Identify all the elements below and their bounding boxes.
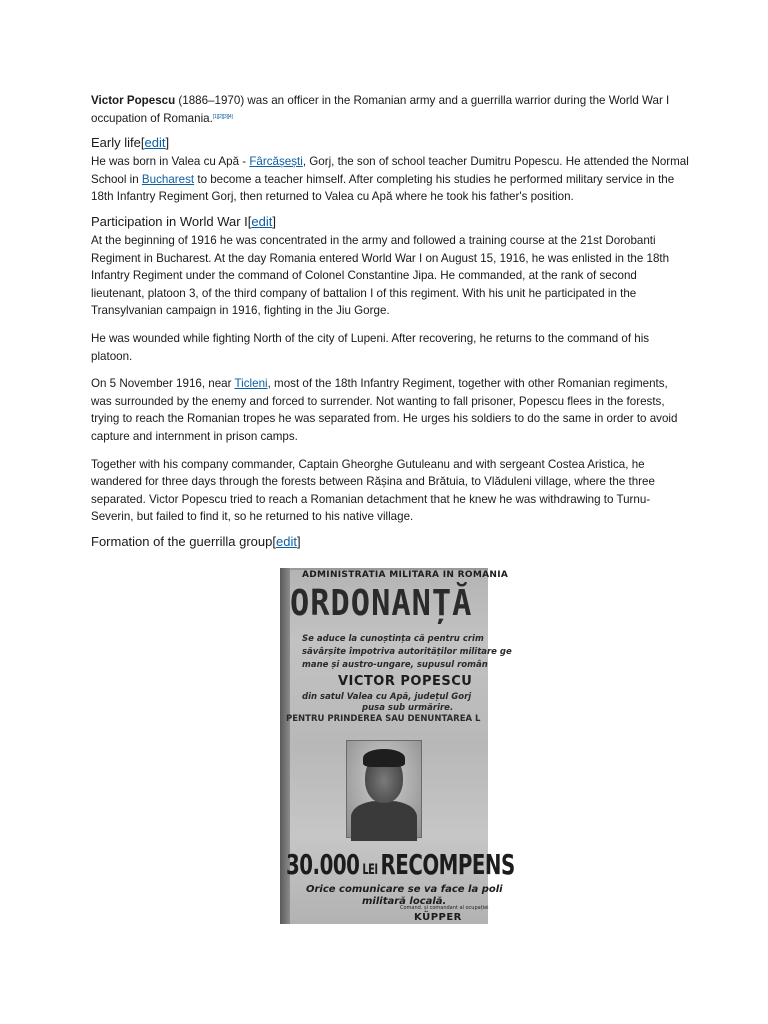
section-heading-guerrilla: Formation of the guerrilla group[edit] xyxy=(91,533,301,549)
reference-links[interactable]: [1][2][3][4] xyxy=(212,113,233,120)
early-life-paragraph: He was born in Valea cu Apă - Fârcășești, Gorj, the son of school teacher Dumitru Popescu. He attended the Normal School in Bucharest to become a teacher himself. After completing his studies he performed military service in the 18th Infantry Regiment Gorj, then returned to Valea cu Apă where he took his father's position. xyxy=(91,155,689,204)
poster-small-print: Comand. și comandant al ocupației xyxy=(400,905,489,911)
subject-name: Victor Popescu xyxy=(91,94,176,107)
portrait-photo xyxy=(346,740,422,838)
poster-line-4: din satul Valea cu Apă, județul Gorj xyxy=(302,692,472,702)
edit-link-early-life[interactable]: edit xyxy=(144,135,166,151)
poster-title: ORDONANȚĂ xyxy=(290,582,473,624)
intro-paragraph: Victor Popescu (1886–1970) was an officer in the Romanian army and a guerrilla warrior during the World War I occupation of Romania.[1][2][3][4] xyxy=(91,94,670,125)
poster-line-2: săvârșite împotriva autorităților militare ge xyxy=(302,647,512,657)
poster-admin: ADMINISTRATIA MILITARA IN ROMANIA xyxy=(302,570,509,580)
ww1-paragraph-1: At the beginning of 1916 he was concentrated in the army and followed a training course at the 21st Dorobanti Regiment in Bucharest. At the day Romania entered World War I on August 15, 1916, he was enlisted in the 18th Infantry Regiment under the command of Colonel Constantine Jipa. He commanded, at the rank of second lieutenant, platoon 3, of the third company of battalion I of this regiment. With his unit he participated in the Transylvanian campaign in 1916, fighting in the Jiu Gorge. xyxy=(91,233,670,318)
ww1-paragraph-2: He was wounded while fighting North of the city of Lupeni. After recovering, he returns to the command of his platoon. xyxy=(91,331,650,363)
poster-line-3: mane și austro-ungare, supusul român xyxy=(302,660,488,670)
poster-signature: KÜPPER xyxy=(414,912,462,923)
wanted-poster-image xyxy=(280,568,515,924)
section-heading-ww1: Participation in World War I[edit] xyxy=(91,213,276,229)
poster-line-6: PENTRU PRINDEREA SAU DENUNTAREA L xyxy=(286,714,481,724)
edit-link-ww1[interactable]: edit xyxy=(251,213,273,229)
ww1-paragraph-3: On 5 November 1916, near Ticleni, most of the 18th Infantry Regiment, together with other Romanian regiments, was surrounded by the enemy and forced to surrender. Not wanting to fall prisoner, Popescu flees in the forests, trying to reach the Romanian tropes he was separated from. He urges his soldiers to do the same in order to avoid capture and internment in prison camps. xyxy=(91,377,678,443)
section-heading-early-life: Early life[edit] xyxy=(91,135,170,151)
link-ticleni[interactable]: Ticleni xyxy=(234,377,268,391)
poster-communication: Orice comunicare se va face la poli xyxy=(306,884,503,895)
link-farcasesti[interactable]: Fârcășești xyxy=(249,155,303,169)
link-bucharest[interactable]: Bucharest xyxy=(141,172,195,186)
poster-reward: 30.000 LEI RECOMPENS xyxy=(286,850,515,882)
article xyxy=(91,92,691,552)
poster-line-1: Se aduce la cunoștința că pentru crim xyxy=(302,634,484,644)
poster-line-5: pusa sub urmărire. xyxy=(362,703,454,713)
poster-military: militară locală. xyxy=(362,896,447,907)
poster-name: VICTOR POPESCU xyxy=(338,674,473,689)
ww1-paragraph-4: Together with his company commander, Captain Gheorghe Gutuleanu and with sergeant Costea Aristica, he wandered for three days through the forests between Rășina and Brătuia, to Vlăduleni village, where the three separated. Victor Popescu tried to reach a Romanian detachment that he knew he was withdrawing to Turnu-Severin, but failed to find it, so he returned to his native village. xyxy=(91,457,655,524)
edit-link-guerrilla[interactable]: edit xyxy=(276,533,297,549)
